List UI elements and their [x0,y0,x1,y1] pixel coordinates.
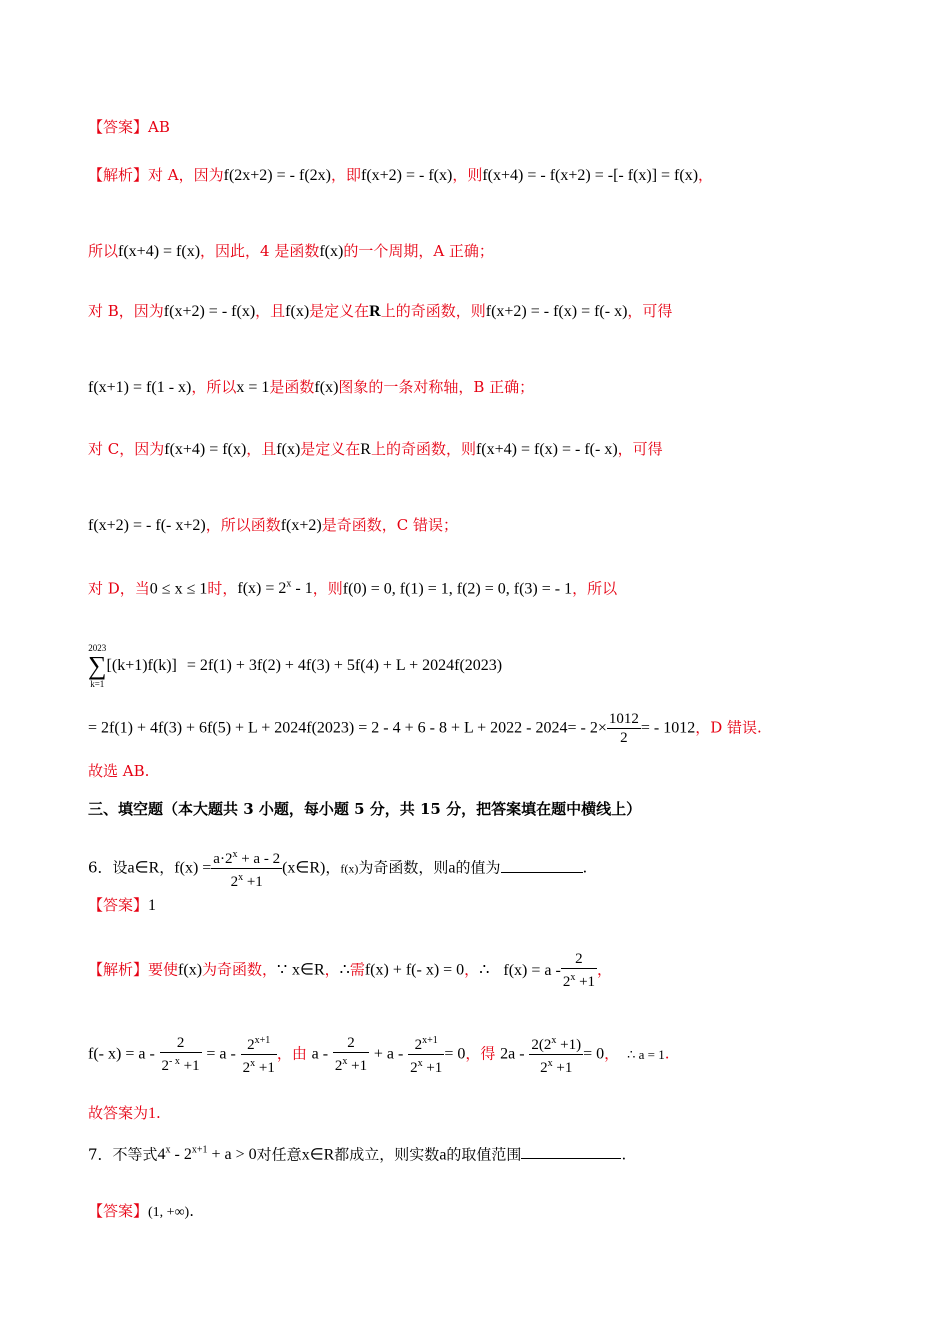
text: ， [325,858,341,877]
text: 故选 AB. [88,762,150,780]
text: - 2 [170,1146,192,1164]
math-expr: a [448,859,456,877]
text: ， [159,858,175,877]
denominator [529,1055,583,1077]
text: +1 [243,874,263,890]
text: ，即 [330,166,361,184]
text: ，所以 [191,378,237,396]
text: 4 [157,1146,166,1164]
text: 对 B，因为 [88,302,164,320]
fraction [211,846,282,891]
text: + a - 2 [237,851,281,867]
section-heading [88,798,641,820]
superscript: x [238,872,244,883]
q6-analysis-1 [88,950,612,991]
text: 2 [410,1060,418,1076]
superscript: x [342,1056,348,1067]
text: 2 [562,974,571,990]
text: 是定义在 [309,302,370,320]
math-expr: f(x+4) = f(x) [164,441,247,458]
text: 是奇函数，C 错误； [321,516,458,534]
numerator: 1012 [608,711,639,727]
answer-label: 【答案】 [88,1202,149,1220]
sigma-upper: 2023 [88,643,107,653]
text: 2 [540,1060,548,1076]
superscript: x+1 [191,1145,208,1156]
text: 2 [230,874,239,890]
text: 故答案为 [88,1104,149,1122]
text: +1 [255,1060,275,1076]
q7-question [88,1140,626,1166]
answer-value: AB [148,118,170,136]
answer-value: 1 [148,897,157,914]
text: ，所以 [572,579,618,598]
text: 要使 [148,960,179,979]
text: 是定义在 [300,440,361,458]
sigma-symbol [88,642,107,690]
text: 都成立，则实数 [334,1145,440,1164]
text: ，因此，4 是函数 [200,242,320,260]
math-expr: = 0 [583,1045,605,1063]
answer-label: 【答案】 [88,118,149,136]
text: 2 [247,1037,255,1053]
denominator [211,869,282,891]
text: +1) [556,1037,582,1053]
text: 2 [414,1037,423,1053]
math-expr: = - 1012 [640,719,696,737]
text: +1 [179,1058,200,1074]
denominator [561,969,597,991]
text: 的取值范围 [446,1145,522,1164]
math-expr: 0 ≤ x ≤ 1 [149,580,208,598]
math-expr: f(x+4) = - f(x+2) = -[- f(x)] = f(x) [482,167,699,184]
numerator [241,1032,277,1055]
math-expr: f(2x+2) = - f(2x) [223,167,331,184]
numerator: 2 [333,1034,369,1053]
text: +1 [575,974,596,990]
q5-analysis-b2 [88,376,534,399]
superscript: x [286,579,292,590]
text: a·2 [213,851,233,867]
math-expr: = 0 [444,1045,466,1063]
superscript: x [417,1058,423,1069]
superscript: x+1 [254,1035,271,1046]
sigma-glyph: ∑ [88,651,107,680]
text: 的值为 [455,858,501,877]
denominator [333,1053,369,1075]
math-expr: x∈R [292,961,325,979]
q5-sum-line1 [88,642,502,690]
superscript: x [232,849,238,860]
text: 是函数 [269,378,315,396]
superscript: x [165,1145,171,1156]
text: ， [698,166,714,184]
math-expr: x∈R [301,1146,335,1164]
numerator: 2 [160,1034,202,1053]
math-expr: ∵ [277,961,288,979]
analysis-label: 【解析】 [88,960,149,979]
superscript: x [547,1058,553,1069]
math-expr: f(x+2) = - f(x) [360,167,453,184]
denominator [160,1053,202,1075]
math-expr: f(x+4) = f(x) [118,243,201,260]
math-expr: ∴ a = 1 [627,1046,665,1062]
text: 2 [242,1060,251,1076]
text: 2 [334,1058,343,1074]
math-expr: f(x+1) = f(1 - x) [88,379,192,396]
text: ，且 [246,440,277,458]
math-expr: [(k+1)f(k)] [106,657,177,674]
q6-question [88,846,587,891]
q6-analysis-2 [88,1032,670,1077]
superscript: x [551,1035,557,1046]
text: 所以 [88,242,119,260]
analysis-label: 【解析】 [88,166,149,184]
math-expr: f(x) [314,379,339,396]
text: ，可得 [627,302,673,320]
numerator [408,1032,444,1055]
q5-analysis-b [88,300,672,323]
text: . [664,1044,670,1063]
text: ，则 [452,166,483,184]
math-expr: ∴ [339,961,350,979]
text: 时， [207,579,238,598]
numerator [211,846,282,869]
math-expr: = a - [206,1045,236,1063]
superscript: - x [169,1056,180,1067]
text: +1 [347,1058,368,1074]
q6-answer-line [88,894,156,917]
question-number: 7．不等式 [88,1145,158,1164]
q5-sum-line2 [88,710,762,747]
text: ， [324,960,340,979]
text: 为奇函数， [202,960,278,979]
text: ，可得 [617,440,663,458]
text: ，则 [312,579,343,598]
math-expr: f(- x) = a - [88,1045,155,1063]
denominator [241,1055,277,1077]
text: ，且 [255,302,286,320]
math-expr: a [439,1146,447,1164]
fraction [561,950,597,991]
text: ，所以函数 [205,516,281,534]
question-number: 6．设 [88,858,128,877]
fraction [408,1032,444,1077]
answer-value: (1, +∞) [148,1205,190,1220]
text: . [582,858,588,877]
text: 2 [161,1058,170,1074]
numerator: 2 [561,950,597,969]
q5-analysis-c2 [88,514,458,537]
answer-label: 【答案】 [88,896,149,914]
math-expr [158,1146,257,1163]
text: . [621,1145,627,1164]
math-expr: f(x+4) = f(x) = - f(- x) [475,441,618,458]
text: ，得 [465,1044,496,1063]
text: 2(2 [531,1037,552,1053]
q5-analysis-c [88,438,663,461]
text: 对 A，因为 [148,166,224,184]
text: +1 [552,1060,573,1076]
math-expr: f(x) + f(- x) = 0 [364,961,465,979]
text: 对任意 [256,1145,302,1164]
fraction [529,1032,583,1077]
fraction [333,1034,369,1075]
math-expr: 2a - [500,1045,525,1063]
math-expr: f(0) = 0, f(1) = 1, f(2) = 0, f(3) = - 1 [342,580,573,598]
denominator [408,1055,444,1077]
math-expr: (x∈R) [282,859,326,877]
text: 为奇函数，则 [358,858,449,877]
math-expr: a∈R [127,859,160,877]
q6-final [88,1102,161,1125]
answer-blank [521,1144,621,1159]
math-expr: f(x) [178,961,203,979]
math-expr: f(x) [276,441,301,458]
text: +1 [422,1060,443,1076]
math-expr: ∴ [479,961,490,979]
text: . [189,1202,194,1220]
text: 上的奇函数，则 [380,302,486,320]
math-expr: f(x+2) = - f(x) = f(- x) [485,303,628,320]
fraction [241,1032,277,1077]
denominator: 2 [620,730,628,746]
math-expr: f(x) = a - [503,961,561,979]
text: ， [464,960,480,979]
math-expr: f(x+2) = - f(x) [163,303,256,320]
text: 对 D，当 [88,579,150,598]
answer-blank [501,858,583,873]
sigma-lower: k=1 [90,679,105,689]
text: 的一个周期，A 正确； [343,242,494,260]
text: ， [597,960,613,979]
math-expr: f(x+2) [280,517,322,534]
text: ， [604,1044,620,1063]
text: ，由 [276,1044,307,1063]
superscript: x+1 [422,1035,438,1046]
q5-analysis-a2 [88,240,494,263]
math-expr [237,580,312,597]
text: + a > 0 [207,1146,257,1164]
math-expr: f(x) [340,861,359,876]
text: - 1 [291,580,313,598]
math-expr: = - 2× [567,719,607,737]
math-expr: f(x) [319,243,344,260]
q7-answer-line [88,1200,194,1224]
math-expr: R [360,441,371,458]
superscript: x [250,1058,256,1069]
math-expr: 1 [148,1105,157,1122]
math-expr: + a - [373,1045,404,1063]
text: 对 C，因为 [88,440,165,458]
text: 需 [349,960,365,979]
q5-analysis-d [88,574,617,600]
math-expr: = 2f(1) + 4f(3) + 6f(5) + L + 2024f(2023) = 2 - 4 + 6 - 8 + L + 2022 - 2024 [88,719,568,737]
fraction [607,710,641,747]
math-expr: = 2f(1) + 3f(2) + 4f(3) + 5f(4) + L + 2024f(2023) [186,657,503,674]
text: . [156,1104,161,1122]
text: ，D 错误. [695,718,762,737]
q5-final [88,760,149,782]
math-expr: f(x) = [174,859,212,877]
text: 图象的一条对称轴，B 正确； [338,378,535,396]
q5-answer-line [88,116,170,138]
q5-analysis-a [88,164,713,187]
math-expr: f(x) [285,303,310,320]
numerator [529,1032,583,1055]
heading-text: 三、填空题（本大题共 3 小题，每小题 5 分，共 15 分，把答案填在题中横线上） [88,800,642,818]
math-expr: a - [311,1045,329,1063]
math-expr: f(x+2) = - f(- x+2) [88,517,206,534]
text: f(x) = 2 [237,580,287,598]
text: 上的奇函数，则 [370,440,476,458]
superscript: x [570,972,576,983]
math-expr: R [369,303,381,320]
math-expr: x = 1 [236,379,270,396]
fraction [160,1034,202,1075]
